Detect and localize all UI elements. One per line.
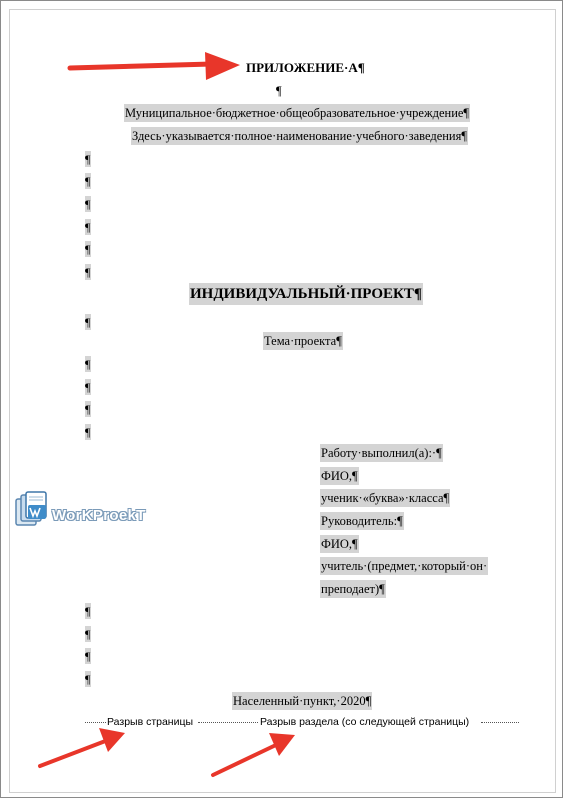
empty-paragraph-mark: ¶ [85,357,91,371]
empty-paragraph-mark: ¶ [85,402,91,416]
empty-paragraph-mark: ¶ [85,315,91,329]
section-break-marker: Разрыв раздела (со следующей страницы) [260,716,470,728]
author-line: ФИО,¶ [321,537,358,551]
empty-paragraph-mark: ¶ [85,197,91,211]
author-line: преподает)¶ [321,582,385,596]
empty-paragraph-mark: ¶ [85,174,91,188]
page-break-dotted-line [85,722,106,723]
empty-paragraph-mark: ¶ [85,604,91,618]
page-break-marker: Разрыв страницы [107,716,194,728]
author-line: ученик·«буква»·класса¶ [321,491,450,505]
empty-paragraph-mark: ¶ [85,627,91,641]
author-line: Работу·выполнил(а):·¶ [321,446,442,460]
author-line: Руководитель:¶ [321,514,403,528]
place-year: Населенный·пункт,·2020¶ [233,694,372,708]
section-break-dotted-line [481,722,519,723]
empty-paragraph-mark: ¶ [85,649,91,663]
appendix-title: ПРИЛОЖЕНИЕ·А¶ [246,60,365,75]
org-name-line: Здесь·указывается·полное·наименование·учебного·заведения¶ [132,129,468,143]
empty-paragraph-mark: ¶ [85,380,91,394]
empty-paragraph-mark: ¶ [85,220,91,234]
empty-paragraph-mark: ¶ [85,242,91,256]
watermark-text: WorKProekT [52,507,146,524]
document-stack-icon [14,491,50,531]
section-break-dotted-line [198,722,258,723]
empty-paragraph-mark: ¶ [85,152,91,166]
empty-paragraph-mark: ¶ [85,265,91,279]
project-title: ИНДИВИДУАЛЬНЫЙ·ПРОЕКТ¶ [189,283,423,305]
empty-paragraph-mark: ¶ [85,425,91,439]
empty-paragraph-mark: ¶ [85,672,91,686]
watermark-logo [14,491,164,531]
org-line: Муниципальное·бюджетное·общеобразовательное·учреждение¶ [125,106,470,120]
author-line: ФИО,¶ [321,469,358,483]
author-line: учитель·(предмет,·который·он· [321,559,488,573]
project-topic: Тема·проекта¶ [264,334,342,348]
empty-paragraph-mark: ¶ [276,84,282,98]
